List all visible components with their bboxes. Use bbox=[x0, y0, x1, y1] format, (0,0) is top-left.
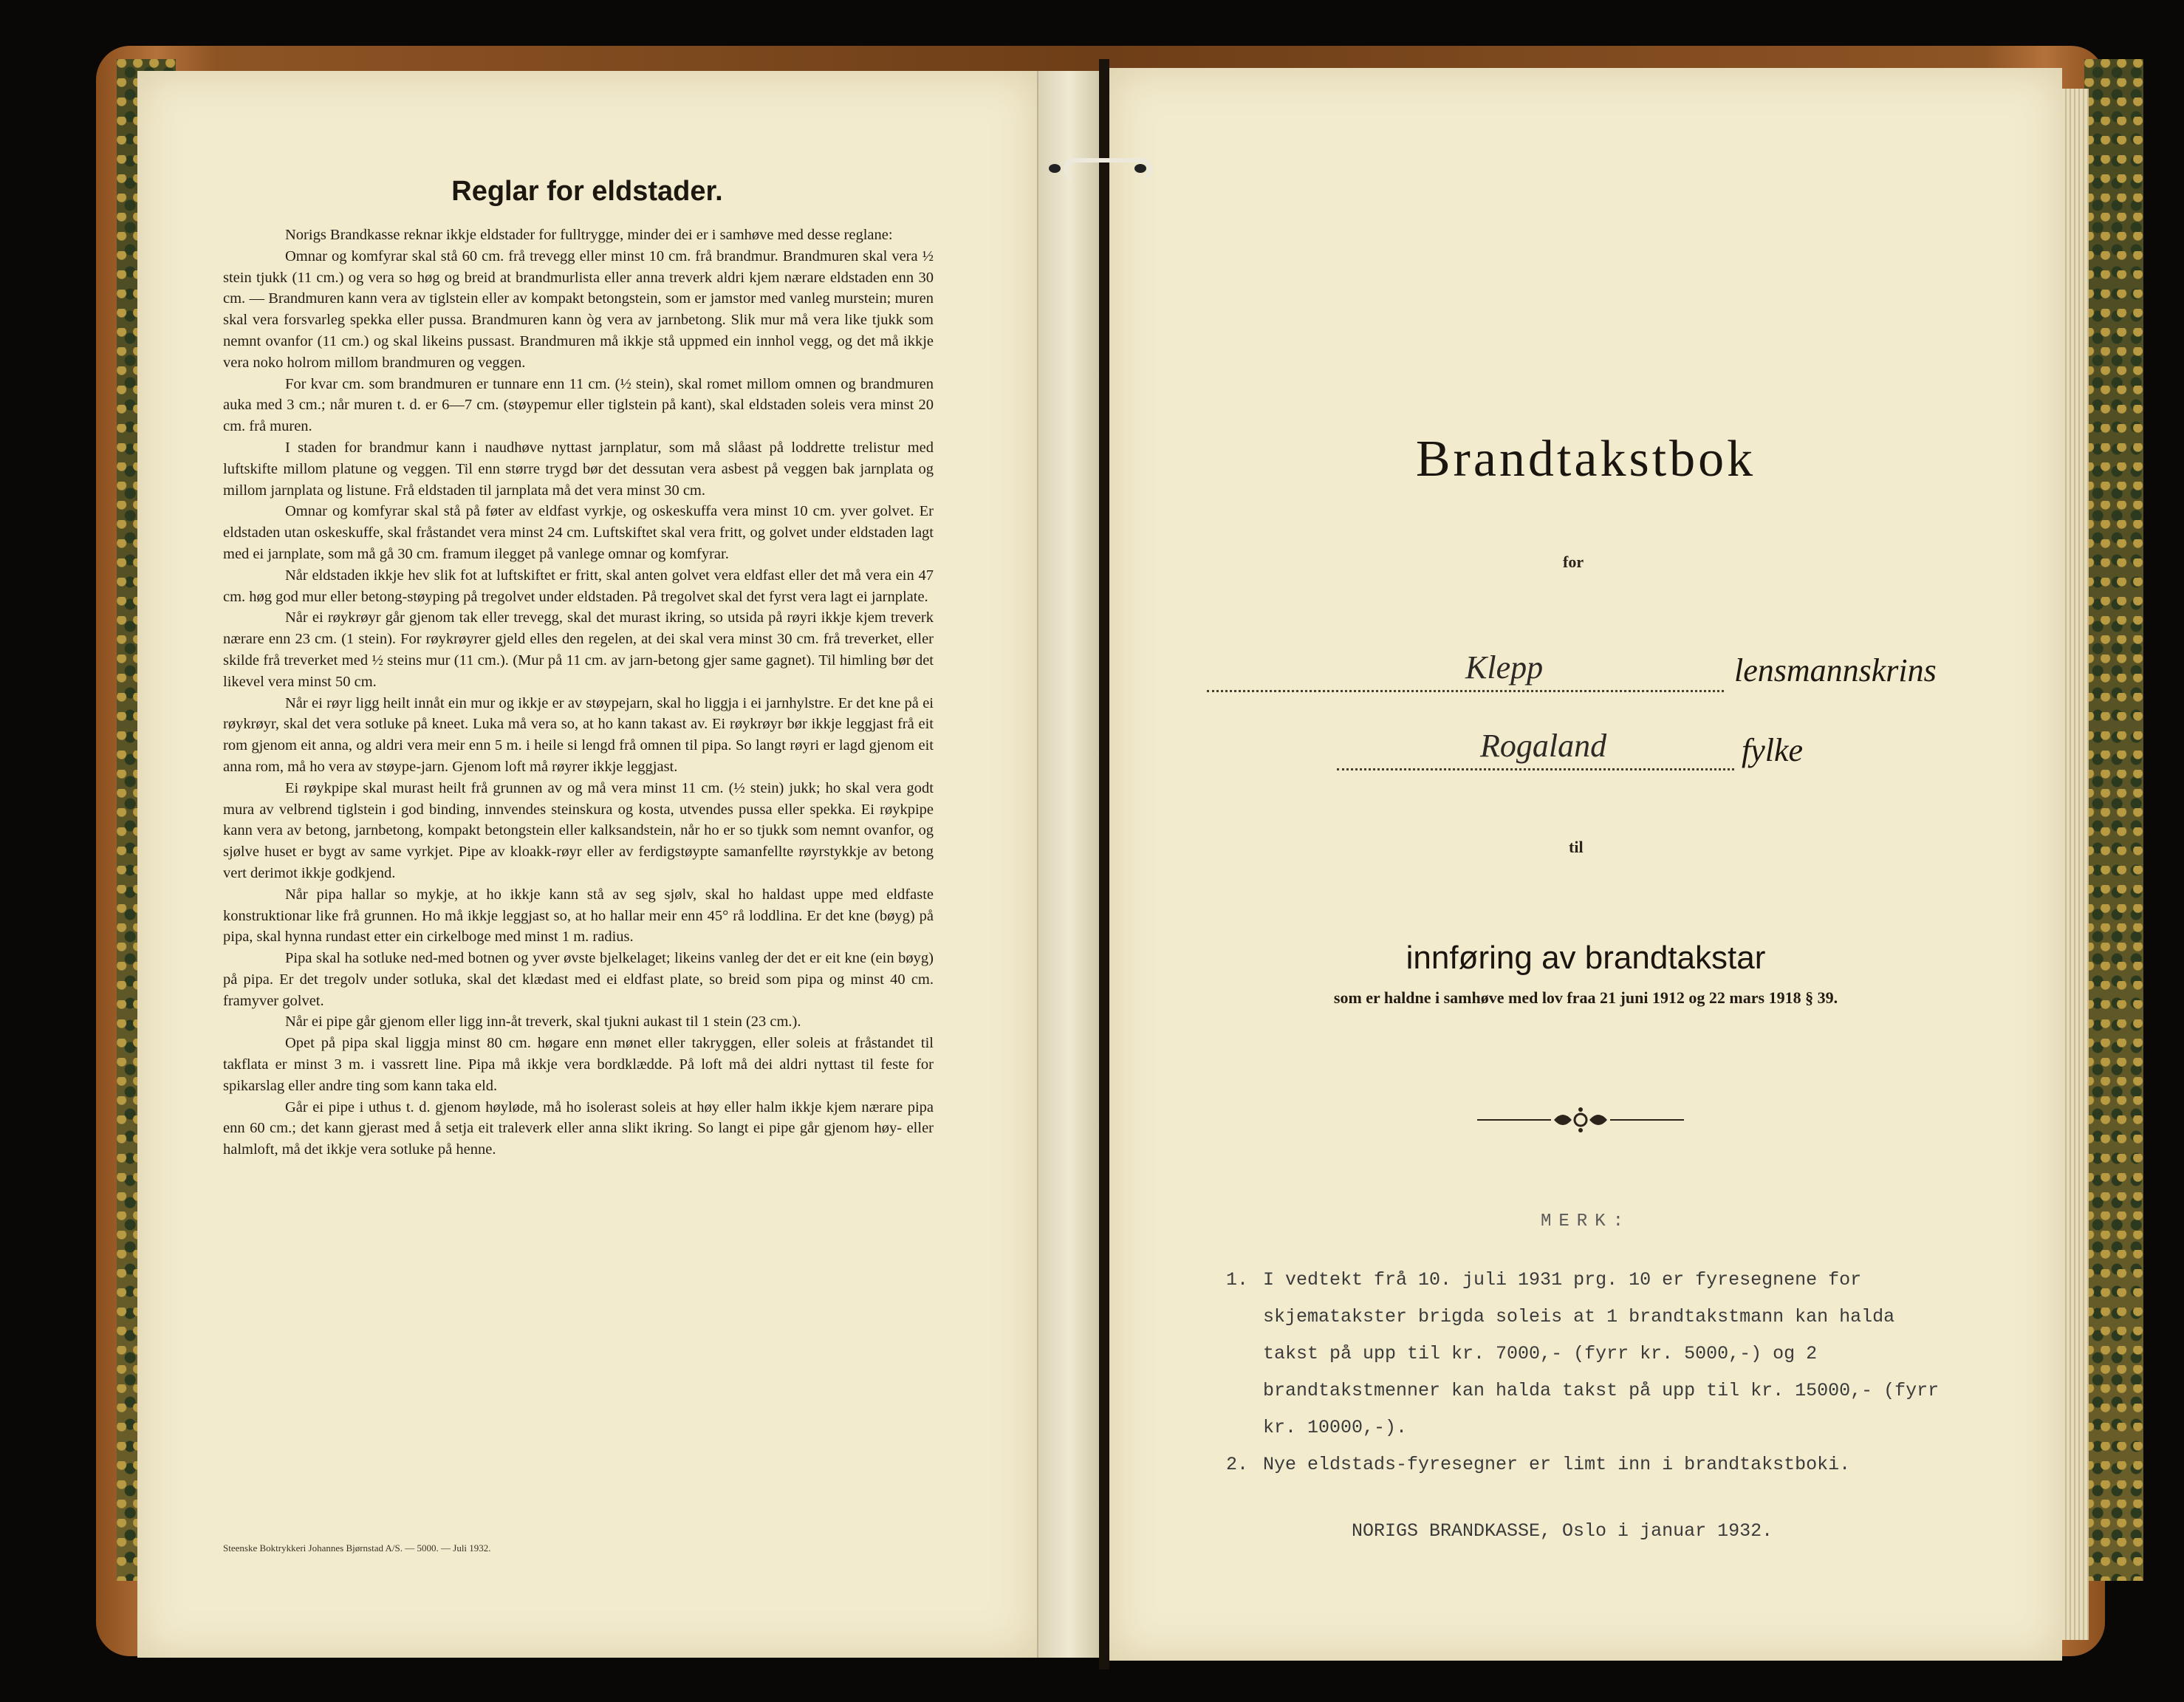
rules-paragraph: Omnar og komfyrar skal stå på føter av eldfast vyrkje, og oskeskuffa vera minst 10 cm. yver golvet. Er eldstaden utan oskeskuffe, skal fråstandet vera minst 24 cm. Luftskiftet skal vera fritt, og golvet under eldstaden lagt med ei jarnplate, som må gå 30 cm. framum ilegget på vanlege omnar og komfyrar. bbox=[223, 503, 934, 562]
merk-heading: MERK: bbox=[1540, 1211, 1631, 1231]
page-edges bbox=[2062, 89, 2089, 1640]
printer-imprint: Steenske Boktrykkeri Johannes Bjørnstad A/S. — 5000. — Juli 1932. bbox=[223, 1542, 491, 1554]
ornament-divider bbox=[1477, 1107, 1684, 1133]
note-text: Nye eldstads-fyresegner er limt inn i brandtakstboki. bbox=[1263, 1454, 1851, 1475]
book-title: Brandtakstbok bbox=[1415, 431, 1756, 488]
rules-paragraph: Opet på pipa skal liggja minst 80 cm. høgare enn mønet eller takryggen, eller soleis at fråstandet til takflata er minst 3 m. i vassrett line. Pipa må ikkje vera bordklædde. På loft må dei aldri nyttast til feste for spikarslag eller andre ting som kann taka eld. bbox=[223, 1035, 934, 1094]
rules-paragraph: I staden for brandmur kann i naudhøve nyttast jarnplatur, som må slåast på loddrette trelistur med luftskifte millom platune og veggen. Til enn større trygd bør det dessutan vera asbest på veggen bak jarnplata og millom jarnplata og listune. Frå eldstaden til jarnplata må det vera minst 30 cm. bbox=[223, 439, 934, 499]
binding-strip bbox=[1037, 71, 1102, 1658]
note-item bbox=[1226, 1446, 1950, 1483]
binding-string bbox=[1064, 158, 1152, 180]
signature-line: NORIGS BRANDKASSE, Oslo i januar 1932. bbox=[1352, 1520, 1773, 1542]
county-suffix: fylke bbox=[1742, 732, 1804, 768]
county-line bbox=[1337, 768, 1734, 770]
note-item bbox=[1226, 1262, 1950, 1446]
note-number: 1. bbox=[1226, 1269, 1249, 1291]
rules-paragraph: Pipa skal ha sotluke ned-med botnen og yver øvste bjelkelaget; likeins vanleg der det er eit kne (ein bøyg) på pipa. Er det tregolv under sotluka, skal det klædast med ei eldfast plate, so breid som pipa og minst 40 cm. framyver golvet. bbox=[223, 950, 934, 1009]
law-reference: som er haldne i samhøve med lov fraa 21 juni 1912 og 22 mars 1918 § 39. bbox=[1333, 988, 1838, 1007]
rules-paragraph: Ei røykpipe skal murast heilt frå grunnen av og må vera minst 11 cm. (½ stein) jukk; ho skal vera godt mura av velbrend tiglstein i god binding, innvendes steinskura og kosta, utvendes pussa eller spekka. Ei røykpipe kann vera av betong, jarnbetong, kompakt betongstein eller kalksandstein, når ho er so tjukk som nemnt ovanfor, og sjølve huset er bygt av same vyrkjet. Pipe av kloakk-røyr eller av ferdigstøypte samanfellte røyrstykkje av betong vert derimot ikkje godkjend. bbox=[223, 779, 934, 881]
district-line bbox=[1207, 690, 1724, 692]
book-gutter bbox=[1099, 59, 1109, 1669]
rules-paragraph: Når ei røykrøyr går gjenom tak eller trevegg, skal det murast ikring, so utsida på røyri ikkje kjem treverk nærare enn 23 cm. (1 stein). For røykrøyrer gjeld elles den regelen, at dei skal vera minst 30 cm. frå treverket, eller skilde frå treverket med ½ steins mur (11 cm.). (Mur på 11 cm. av jarn-betong gjer same gagnet). Til himling bør det likevel vera minst 50 cm. bbox=[223, 609, 934, 690]
note-text: I vedtekt frå 10. juli 1931 prg. 10 er fyresegnene for skjematakster brigda soleis at 1 brandtakstmann kan halda takst på upp til kr. 7000,- (fyrr kr. 5000,-) og 2 brandtakstmenner kan halda takst på upp til kr. 15000,- (fyrr kr. 10000,-). bbox=[1263, 1269, 1940, 1438]
rules-body bbox=[223, 225, 934, 1161]
marbled-endpaper-right bbox=[2084, 59, 2143, 1581]
district-suffix: lensmannskrins bbox=[1734, 652, 1937, 688]
rules-paragraph: Når eldstaden ikkje hev slik fot at luftskiftet er fritt, skal anten golvet vera eldfast eller det må vera ein 47 cm. høg god mur eller betong-støyping på tregolvet under eldstaden. På tregolvet skal det fyrst vera lagt ei jarnplate. bbox=[223, 567, 934, 605]
rules-paragraph: Omnar og komfyrar skal stå 60 cm. frå trevegg eller minst 10 cm. frå brandmur. Brandmuren skal vera ½ stein tjukk (11 cm.) og vera so høg og breid at brandmurlista eller anna treverk aldri kjem nærare eldstaden enn 30 cm. — Brandmuren kann vera av tiglstein eller av kompakt betongstein, som er jamstor med vanleg murstein; muren skal vera forsvarleg spekka eller pussa. Brandmuren kann òg vera av jarnbetong. Slik mur må vera like tjukk som nemnt ovanfor (11 cm.) og skal likeins pussast. Brandmuren må ikkje stå uppmed ein innhol vegg, og det må ikkje vera noko holrom millom brandmuren og veggen. bbox=[223, 247, 934, 371]
note-number: 2. bbox=[1226, 1454, 1249, 1475]
rules-title: Reglar for eldstader. bbox=[451, 176, 723, 207]
rules-paragraph: Går ei pipe i uthus t. d. gjenom høyløde, må ho isolerast soleis at høy eller halm ikkje kjem nærare pipa enn 60 cm.; det kann gjerast med å setja eit traleverk eller anna slikt ikring. So langt ei pipe går gjenom høy- eller halmloft, må det ikkje vera sotluke på henne. bbox=[223, 1098, 934, 1158]
rules-paragraph: Norigs Brandkasse reknar ikkje eldstader for fulltrygge, minder dei er i samhøve med desse reglane: bbox=[285, 227, 893, 243]
registration-heading: innføring av brandtakstar bbox=[1406, 940, 1766, 976]
binding-hole bbox=[1049, 164, 1061, 173]
district-handwritten: Klepp bbox=[1465, 649, 1544, 686]
county-handwritten: Rogaland bbox=[1480, 728, 1607, 764]
for-word: for bbox=[1563, 553, 1584, 571]
rules-paragraph: For kvar cm. som brandmuren er tunnare enn 11 cm. (½ stein), skal romet millom omnen og brandmuren auka med 3 cm.; når muren t. d. er 6—7 cm. (støypemur eller tiglstein på kant), skal eldstaden soleis vera minst 20 cm. frå muren. bbox=[223, 375, 934, 435]
rules-paragraph: Når pipa hallar so mykje, at ho ikkje kann stå av seg sjølv, skal ho haldast uppe med eldfaste konstruktionar like frå grunnen. Ho må ikkje leggjast so, at ho hallar meir enn 45° rå loddlina. Er det kne (bøyg) på pipa, skal hynna rundast etter ein cirkelboge med minst 1 m. radius. bbox=[223, 886, 934, 946]
rules-paragraph: Når ei pipe går gjenom eller ligg inn-åt treverk, skal tjukni aukast til 1 stein (23 cm.). bbox=[285, 1014, 801, 1031]
rules-paragraph: Når ei røyr ligg heilt innåt ein mur og ikkje er av støypejarn, skal ho liggja i ei jarnhylstre. Er det kne på ei røykrøyr, skal det vera sotluke på kneet. Luka må vera so, at ho kann takast av. Ei røykrøyr bør ikkje leggjast frå eit rom gjenom eit anna, og aldri vera meir enn 5 m. i heile si lengd frå omnen til pipa. So langt røyri er lagd gjenom eit anna rom, må ho vera av støype-jarn. Gjenom loft må røyrer ikkje leggjast. bbox=[223, 694, 934, 775]
til-word: til bbox=[1569, 838, 1584, 856]
notes-list bbox=[1226, 1262, 1950, 1483]
